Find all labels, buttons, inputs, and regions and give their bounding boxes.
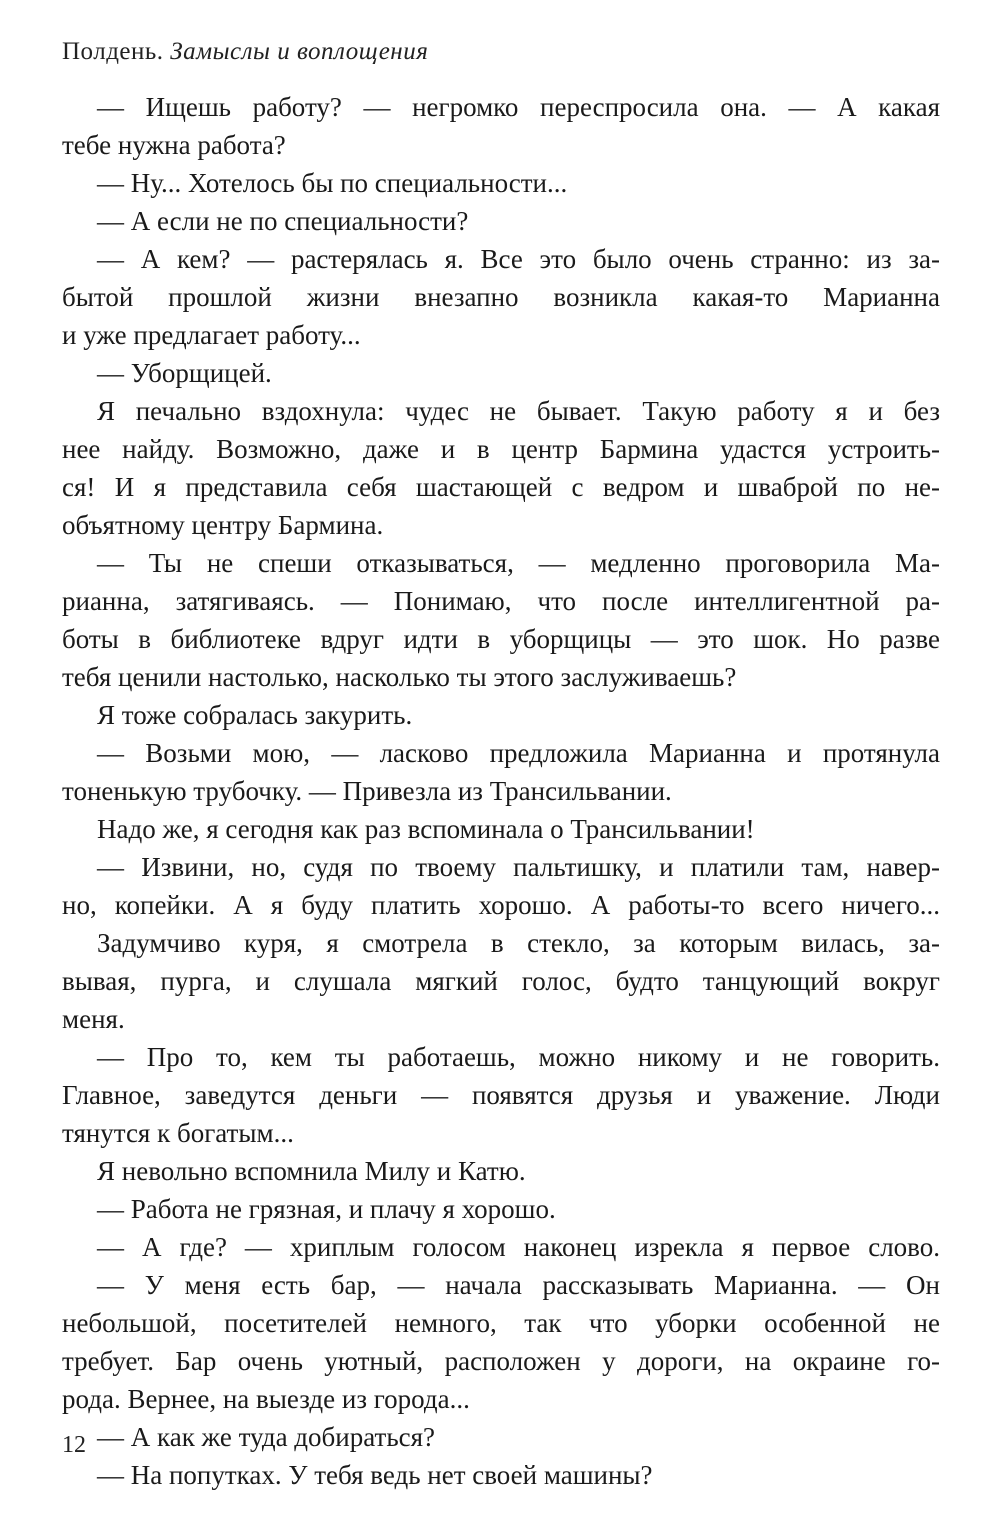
text-line: — А где? — хриплым голосом наконец изрекла я первое слово. [97, 1232, 940, 1262]
text-line: тебя ценили настолько, насколько ты этого заслуживаешь? [62, 662, 737, 692]
text-line: вывая, пурга, и слушала мягкий голос, будто танцующий вокруг [62, 966, 940, 996]
text-line: Задумчиво куря, я смотрела в стекло, за которым вилась, за- [97, 928, 940, 958]
body-text [62, 88, 940, 1494]
text-line: боты в библиотеке вдруг идти в уборщицы — это шок. Но разве [62, 624, 940, 654]
text-line: и уже предлагает работу... [62, 320, 361, 350]
text-line: тянутся к богатым... [62, 1118, 294, 1148]
text-line: — Работа не грязная, и плачу я хорошо. [97, 1194, 556, 1224]
text-line: рода. Вернее, на выезде из города... [62, 1384, 470, 1414]
text-line: объятному центру Бармина. [62, 510, 384, 540]
text-line: — Ну... Хотелось бы по специальности... [97, 168, 568, 198]
text-line: Главное, заведутся деньги — появятся друзья и уважение. Люди [62, 1080, 940, 1110]
text-line: — А кем? — растерялась я. Все это было очень странно: из за- [97, 244, 940, 274]
text-line: но, копейки. А я буду платить хорошо. А работы-то всего ничего... [62, 890, 940, 920]
text-line: Надо же, я сегодня как раз вспоминала о Трансильвании! [97, 814, 755, 844]
text-line: — А как же туда добираться? [97, 1422, 436, 1452]
running-head-section: Замыслы и воплощения [170, 38, 429, 65]
text-line: — Извини, но, судя по твоему пальтишку, и платили там, навер- [97, 852, 940, 882]
text-line: небольшой, посетителей немного, так что уборки особенной не [62, 1308, 940, 1338]
text-line: тебе нужна работа? [62, 130, 286, 160]
text-line: требует. Бар очень уютный, расположен у дороги, на окраине го- [62, 1346, 940, 1376]
running-head [62, 38, 428, 66]
text-line: Я тоже собралась закурить. [97, 700, 413, 730]
text-line: — Ищешь работу? — негромко переспросила она. — А какая [97, 92, 940, 122]
text-line: — А если не по специальности? [97, 206, 469, 236]
text-line: — У меня есть бар, — начала рассказывать Марианна. — Он [97, 1270, 940, 1300]
text-line: — На попутках. У тебя ведь нет своей машины? [97, 1460, 653, 1490]
text-line: ся! И я представила себя шастающей с ведром и шваброй по не- [62, 472, 940, 502]
text-line: — Ты не спеши отказываться, — медленно проговорила Ма- [97, 548, 940, 578]
text-line: — Уборщицей. [97, 358, 272, 388]
text-line: рианна, затягиваясь. — Понимаю, что после интеллигентной ра- [62, 586, 940, 616]
running-head-chapter: Полдень. [62, 38, 164, 65]
text-line: меня. [62, 1004, 125, 1034]
page-number: 12 [62, 1432, 86, 1458]
text-line: — Про то, кем ты работаешь, можно никому и не говорить. [97, 1042, 940, 1072]
text-line: — Возьми мою, — ласково предложила Марианна и протянула [97, 738, 940, 768]
text-line: бытой прошлой жизни внезапно возникла какая-то Марианна [62, 282, 940, 312]
text-line: тоненькую трубочку. — Привезла из Трансильвании. [62, 776, 672, 806]
text-line: Я невольно вспомнила Милу и Катю. [97, 1156, 526, 1186]
text-line: Я печально вздохнула: чудес не бывает. Такую работу я и без [97, 396, 940, 426]
text-line: нее найду. Возможно, даже и в центр Бармина удастся устроить- [62, 434, 940, 464]
